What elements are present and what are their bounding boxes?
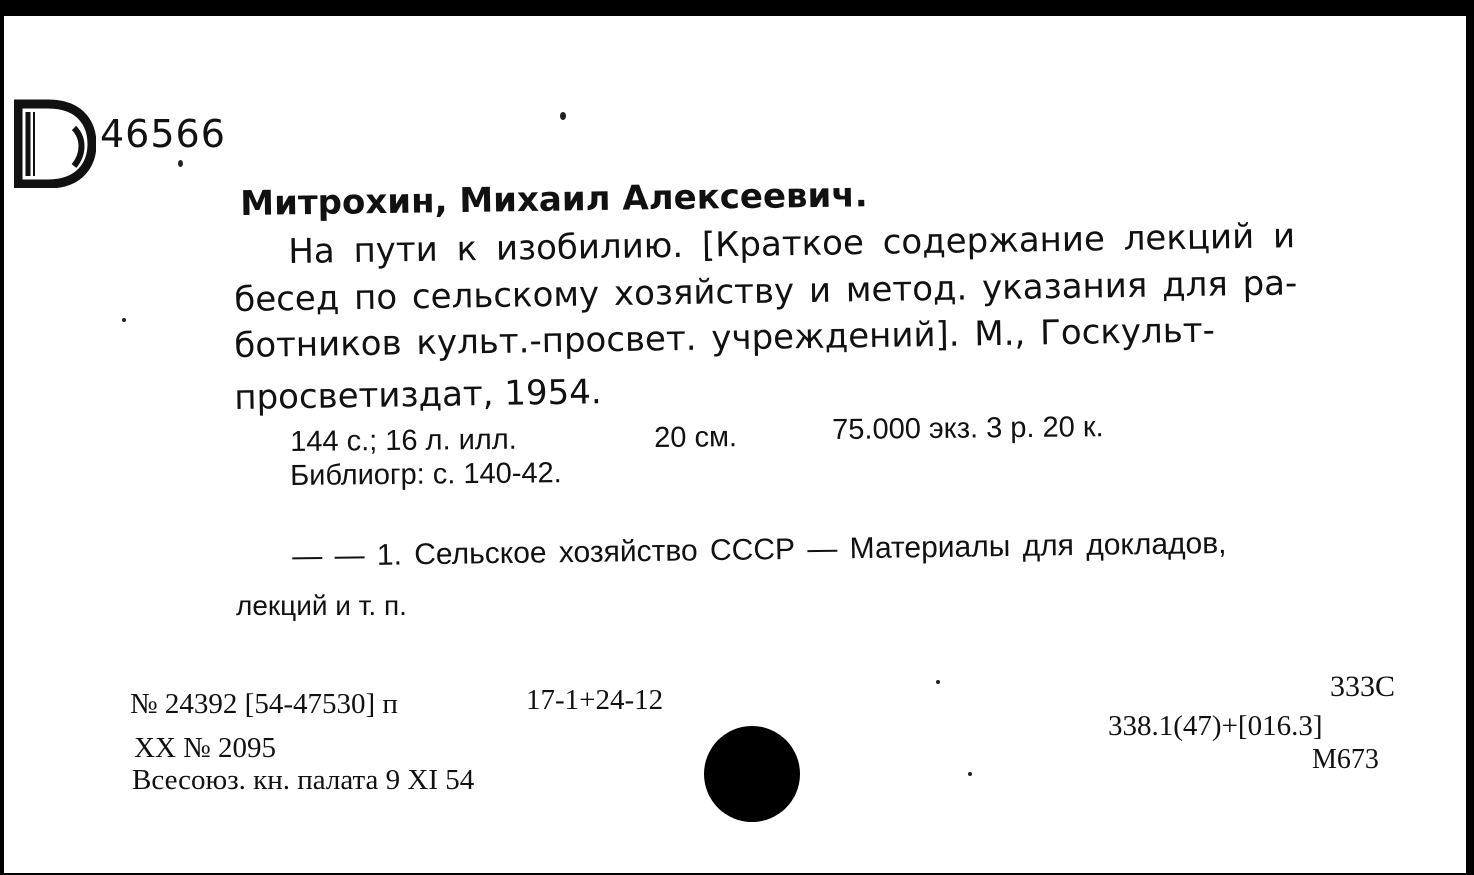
series-number: XX № 2095 xyxy=(134,732,277,764)
ink-speck xyxy=(560,112,566,120)
title-line-4: просветиздат, 1954. xyxy=(234,372,602,418)
subject-heading: — — 1. Сельское хозяйство СССР — Материалы для докладов, xyxy=(292,526,1227,573)
ink-speck xyxy=(178,160,183,167)
distribution-codes: 17-1+24-12 xyxy=(526,684,664,716)
catalog-card xyxy=(4,16,1472,873)
ink-speck xyxy=(122,318,126,322)
record-number: № 24392 [54-47530] п xyxy=(130,688,398,720)
size-info: 20 см. xyxy=(654,421,738,454)
ink-speck xyxy=(968,772,972,776)
subject-heading-cont: лекций и т. п. xyxy=(236,590,407,621)
title-line-3: ботников культ.-просвет. учреждений]. М., Госкульт- xyxy=(234,310,1216,366)
author-mark: М673 xyxy=(1312,744,1379,775)
udc-index: 338.1(47)+[016.3] xyxy=(1108,710,1323,742)
bibliography-note: Библиогр: с. 140-42. xyxy=(290,457,562,492)
print-run-info: 75.000 экз. 3 р. 20 к. xyxy=(832,411,1104,446)
call-letter-stamp xyxy=(14,98,96,188)
call-number: 46566 xyxy=(100,112,226,156)
book-chamber: Всесоюз. кн. палата 9 XI 54 xyxy=(132,764,475,796)
title-line-2: бесед по сельскому хозяйству и метод. указания для ра- xyxy=(234,263,1298,320)
punch-hole xyxy=(704,726,800,822)
ink-speck xyxy=(936,680,940,684)
title-line-1: На пути к изобилию. [Краткое содержание лекций и xyxy=(288,216,1296,272)
classification-code: 333С xyxy=(1330,670,1396,703)
author-heading: Митрохин, Михаил Алексеевич. xyxy=(240,175,868,224)
pages-info: 144 с.; 16 л. илл. xyxy=(290,423,517,458)
